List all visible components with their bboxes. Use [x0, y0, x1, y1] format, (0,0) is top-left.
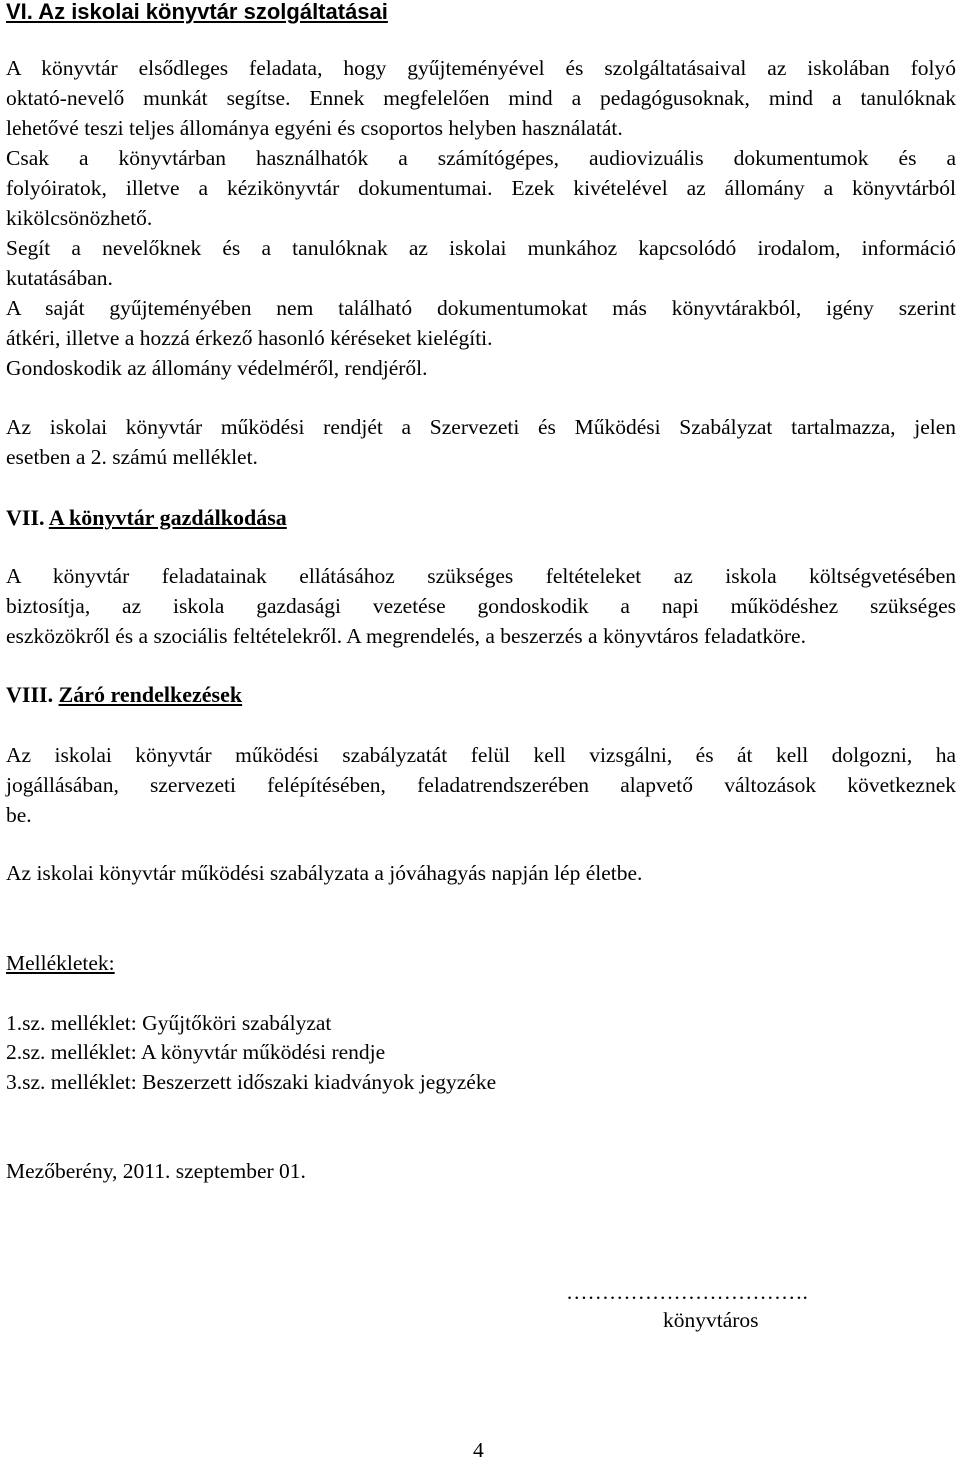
section-6-paragraph-2: [6, 143, 956, 233]
text-line: kutatásában.: [6, 266, 113, 290]
page-number: 4: [473, 1438, 484, 1462]
section-6-paragraph-4: [6, 293, 956, 353]
section-7-number: VII.: [6, 505, 45, 530]
text-line: lehetővé teszi teljes állománya egyéni és csoportos helyben használatát.: [6, 116, 623, 140]
section-7-title: A könyvtár gazdálkodása: [48, 505, 287, 530]
section-7-paragraph-1: [6, 561, 956, 651]
attachment-item: 2.sz. melléklet: A könyvtár működési rendje: [6, 1040, 386, 1064]
text-line: A könyvtár elsődleges feladata, hogy gyűjteményével és szolgáltatásaival az iskolában folyó: [6, 56, 956, 80]
text-line: Segít a nevelőknek és a tanulóknak az iskolai munkához kapcsolódó irodalom, információ: [6, 236, 956, 260]
text-line: folyóiratok, illetve a kézikönyvtár dokumentumai. Ezek kivételével az állomány a könyvtárból: [6, 176, 956, 200]
signature-line: …………………………….: [566, 1280, 808, 1304]
text-line: Csak a könyvtárban használhatók a számítógépes, audiovizuális dokumentumok és a: [6, 146, 956, 170]
section-8-number: VIII.: [6, 682, 54, 707]
signature-role: könyvtáros: [663, 1308, 759, 1332]
text-line: eszközökről és a szociális feltételekről. A megrendelés, a beszerzés a könyvtáros feladatköre.: [6, 624, 806, 648]
section-8-heading: [6, 680, 242, 710]
text-line: A könyvtár feladatainak ellátásához szükséges feltételeket az iskola költségvetésében: [6, 564, 956, 588]
text-line: jogállásában, szervezeti felépítésében, feladatrendszerében alapvető változások következnek: [6, 773, 956, 797]
section-6-paragraph-3: [6, 233, 956, 293]
section-7-heading: [6, 503, 287, 533]
section-8-title: Záró rendelkezések: [58, 682, 243, 707]
text-line: be.: [6, 803, 32, 827]
section-6-paragraph-5: Gondoskodik az állomány védelméről, rendjéről.: [6, 356, 428, 380]
text-line: átkéri, illetve a hozzá érkező hasonló kéréseket kielégíti.: [6, 326, 493, 350]
attachment-item: 1.sz. melléklet: Gyűjtőköri szabályzat: [6, 1011, 332, 1035]
section-6-paragraph-6: [6, 412, 956, 472]
text-line: A saját gyűjteményében nem található dokumentumokat más könyvtárakból, igény szerint: [6, 296, 956, 320]
text-line: Az iskolai könyvtár működési rendjét a Szervezeti és Működési Szabályzat tartalmazza, jelen: [6, 415, 956, 439]
section-8-paragraph-1: [6, 740, 956, 830]
section-8-paragraph-2: Az iskolai könyvtár működési szabályzata a jóváhagyás napján lép életbe.: [6, 861, 643, 885]
place-and-date: Mezőberény, 2011. szeptember 01.: [6, 1159, 306, 1183]
text-line: kikölcsönözhető.: [6, 206, 153, 230]
text-line: esetben a 2. számú melléklet.: [6, 445, 258, 469]
attachments-heading: Mellékletek:: [6, 951, 115, 975]
section-6-heading: VI. Az iskolai könyvtár szolgáltatásai: [6, 0, 388, 24]
text-line: oktató-nevelő munkát segítse. Ennek megfelelően mind a pedagógusoknak, mind a tanulóknak: [6, 86, 956, 110]
text-line: Az iskolai könyvtár működési szabályzatát felül kell vizsgálni, és át kell dolgozni, ha: [6, 743, 956, 767]
text-line: biztosítja, az iskola gazdasági vezetése gondoskodik a napi működéshez szükséges: [6, 594, 956, 618]
attachment-item: 3.sz. melléklet: Beszerzett időszaki kiadványok jegyzéke: [6, 1070, 497, 1094]
section-6-paragraph-1: [6, 53, 956, 143]
